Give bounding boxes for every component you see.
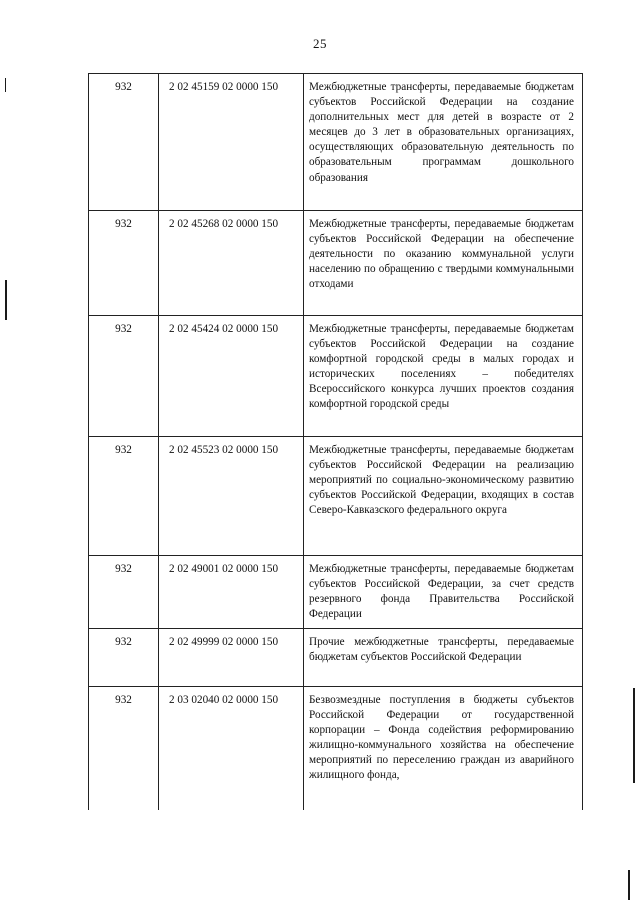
admin-code-cell: 932 — [89, 74, 159, 211]
scan-artifact-left-2 — [5, 280, 7, 320]
table-row — [89, 629, 583, 687]
scan-artifact-left-1 — [5, 78, 6, 92]
budget-code-cell: 2 02 45159 02 0000 150 — [159, 74, 304, 211]
budget-codes-table — [88, 73, 583, 810]
admin-code-cell: 932 — [89, 437, 159, 556]
budget-code-cell: 2 03 02040 02 0000 150 — [159, 687, 304, 810]
description-cell: Межбюджетные трансферты, передаваемые бюджетам субъектов Российской Федерации на реализацию мероприятий по социально-экономическому развитию субъектов Российской Федерации, входящих в состав Северо-Кавказского федерального округа — [304, 437, 583, 556]
admin-code-cell: 932 — [89, 687, 159, 810]
admin-code-cell: 932 — [89, 629, 159, 687]
budget-code-cell: 2 02 49001 02 0000 150 — [159, 556, 304, 629]
table-row — [89, 687, 583, 810]
admin-code-cell: 932 — [89, 316, 159, 437]
budget-code-cell: 2 02 45424 02 0000 150 — [159, 316, 304, 437]
page-number: 25 — [313, 36, 327, 51]
budget-code-cell: 2 02 45523 02 0000 150 — [159, 437, 304, 556]
table-row — [89, 437, 583, 556]
table-row — [89, 316, 583, 437]
description-cell: Межбюджетные трансферты, передаваемые бюджетам субъектов Российской Федерации, за счет средств резервного фонда Правительства Российской Федерации — [304, 556, 583, 629]
description-cell: Прочие межбюджетные трансферты, передаваемые бюджетам субъектов Российской Федерации — [304, 629, 583, 687]
admin-code-cell: 932 — [89, 211, 159, 316]
admin-code-cell: 932 — [89, 556, 159, 629]
table-row — [89, 74, 583, 211]
table-row — [89, 211, 583, 316]
description-cell: Безвозмездные поступления в бюджеты субъектов Российской Федерации от государственной корпорации – Фонда содействия реформированию жилищно-коммунального хозяйства на обеспечение мероприятий по переселению граждан из аварийного жилищного фонда, — [304, 687, 583, 810]
budget-code-cell: 2 02 45268 02 0000 150 — [159, 211, 304, 316]
budget-code-cell: 2 02 49999 02 0000 150 — [159, 629, 304, 687]
table-row — [89, 556, 583, 629]
scan-artifact-right-2 — [628, 870, 630, 900]
scan-artifact-right-1 — [633, 688, 635, 783]
description-cell: Межбюджетные трансферты, передаваемые бюджетам субъектов Российской Федерации на создание комфортной городской среды в малых городах и исторических поселениях – победителях Всероссийского конкурса лучших проектов создания комфортной городской среды — [304, 316, 583, 437]
description-cell: Межбюджетные трансферты, передаваемые бюджетам субъектов Российской Федерации на создание дополнительных мест для детей в возрасте от 2 месяцев до 3 лет в образовательных организациях, осуществляющих образовательную деятельность по образовательным программам дошкольного образования — [304, 74, 583, 211]
description-cell: Межбюджетные трансферты, передаваемые бюджетам субъектов Российской Федерации на обеспечение деятельности по оказанию коммунальной услуги населению по обращению с твердыми коммунальными отходами — [304, 211, 583, 316]
